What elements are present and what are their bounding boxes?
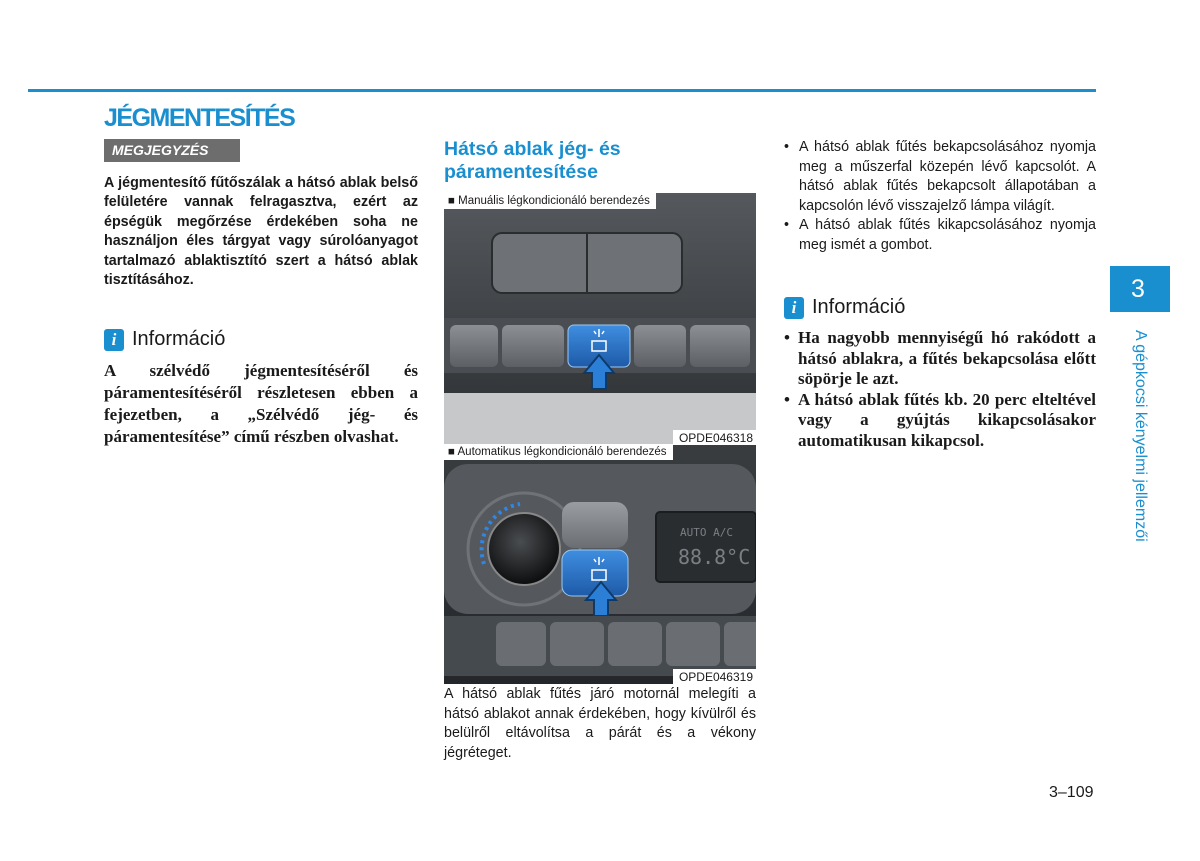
display-temp-text: 88.8°C xyxy=(678,545,751,569)
display-mode-text: AUTO A/C xyxy=(680,526,733,539)
button-5 xyxy=(724,622,756,666)
info-text: A szélvédő jégmentesítéséről és páramentesítéséről részletesen ebben a fejezetben, a „Szélvédő jég- és páramentesítése” című részben olvashat. xyxy=(104,361,418,446)
subsection-title: Hátsó ablak jég- és páramentesítése xyxy=(444,138,621,183)
figure-manual-ac xyxy=(444,193,756,445)
chapter-label: A gépkocsi kényelmi jellemzői xyxy=(1132,330,1149,542)
temperature-knob xyxy=(488,513,560,585)
button-5 xyxy=(690,325,750,367)
manual-ac-illustration xyxy=(444,193,756,445)
figure-caption: ■ Manuális légkondicionáló berendezés xyxy=(444,193,656,209)
note-column xyxy=(104,174,418,290)
figure-code: OPDE046318 xyxy=(673,430,756,445)
info-box-right xyxy=(784,296,1096,451)
page-number: 3–109 xyxy=(1049,784,1094,801)
instruction-list xyxy=(784,138,1096,255)
button-4 xyxy=(666,622,720,666)
button-1 xyxy=(450,325,498,367)
figure-code: OPDE046319 xyxy=(673,669,756,684)
note-badge: MEGJEGYZÉS xyxy=(104,139,240,162)
auto-ac-illustration xyxy=(444,444,756,684)
note-text: A jégmentesítő fűtőszálak a hátsó ablak belső felületére vannak felragasztva, ezért az épségük megőrzése érdekében soha ne használjon éles tárgyat vagy súrolóanyagot tartalmazó ablaktisztító szert a hátsó ablak tisztításához. xyxy=(104,175,418,289)
body-paragraph: A hátsó ablak fűtés járó motornál melegíti a hátsó ablakot annak érdekében, hogy kívülről és belülről eltávolítsa a párát és a vékony jégréteget. xyxy=(444,686,756,761)
list-item: • A hátsó ablak fűtés kb. 20 perc elteltével vagy a gyújtás kikapcsolásakor automatikusan kikapcsol. xyxy=(784,390,1096,452)
upper-defrost-button xyxy=(562,502,628,548)
info-title: Információ xyxy=(132,328,226,350)
list-item: • Ha nagyobb mennyiségű hó rakódott a hátsó ablakra, a fűtés bekapcsolása előtt söpörje le azt. xyxy=(784,328,1096,390)
list-item: • A hátsó ablak fűtés bekapcsolásához nyomja meg a műszerfal közepén lévő kapcsolót. A hátsó ablak fűtés bekapcsolt állapotában a kapcsolón lévő visszajelző lámpa világít. xyxy=(784,138,1096,216)
chapter-tab: 3 xyxy=(1110,266,1170,312)
info-header xyxy=(104,328,418,351)
info-header xyxy=(784,296,1096,319)
section-title: JÉGMENTESÍTÉS xyxy=(104,104,295,132)
info-icon: i xyxy=(104,329,124,351)
button-2 xyxy=(550,622,604,666)
button-1 xyxy=(496,622,546,666)
top-rule xyxy=(28,89,1096,92)
figure-caption: ■ Automatikus légkondicionáló berendezés xyxy=(444,444,673,460)
figure-auto-ac xyxy=(444,444,756,684)
info-title: Információ xyxy=(812,296,906,318)
button-2 xyxy=(502,325,564,367)
button-3 xyxy=(608,622,662,666)
info-box-left xyxy=(104,328,418,448)
list-item: • A hátsó ablak fűtés kikapcsolásához nyomja meg ismét a gombot. xyxy=(784,216,1096,255)
info-icon: i xyxy=(784,297,804,319)
button-4 xyxy=(634,325,686,367)
